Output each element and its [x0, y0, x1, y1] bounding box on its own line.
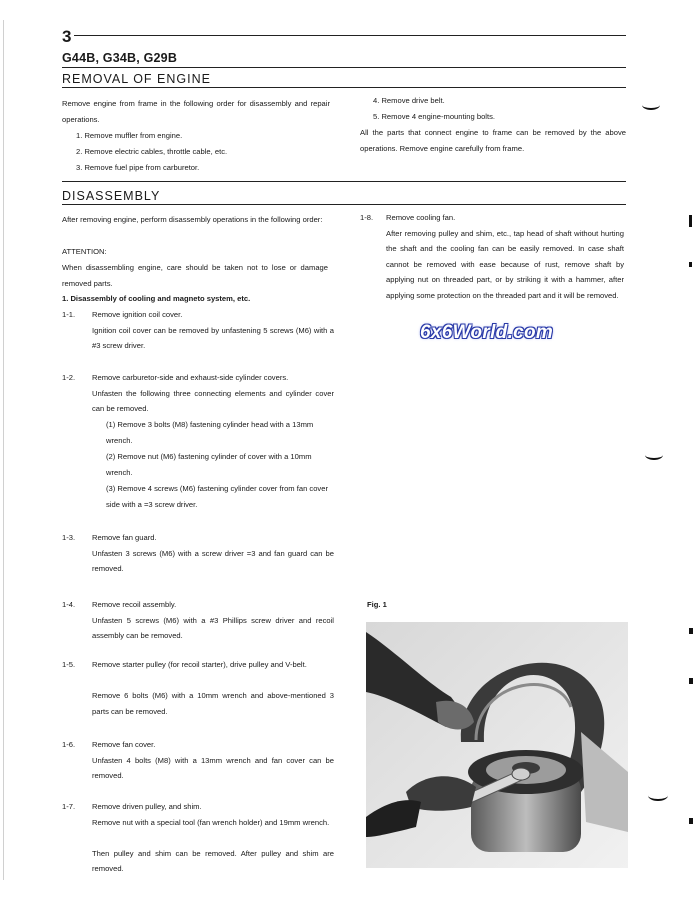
model-heading: G44B, G34B, G29B [62, 51, 178, 65]
removal-intro: Remove engine from frame in the following order for disassembly and repair operations. [62, 99, 330, 124]
removal-step: 4. Remove drive belt. [373, 96, 445, 105]
step-number: 1-7. [62, 802, 76, 811]
rule [62, 204, 626, 205]
step-1-6 [62, 737, 334, 787]
step-body: Remove nut with a special tool (fan wrench holder) and 19mm wrench. [92, 817, 330, 827]
figure-photo [366, 622, 628, 868]
removal-note: All the parts that connect engine to frame can be removed by the above operations. Remove engine carefully from frame. [360, 128, 626, 153]
step-body: Remove 6 bolts (M6) with a 10mm wrench and above-mentioned 3 parts can be removed. [92, 691, 334, 716]
removal-step: 3. Remove fuel pipe from carburetor. [76, 163, 200, 172]
step-body: Unfasten 4 bolts (M8) with a 13mm wrench and fan cover can be removed. [92, 755, 334, 781]
step-title: Remove driven pulley, and shim. [92, 802, 202, 811]
removal-step: 2. Remove electric cables, throttle cable, etc. [76, 147, 228, 156]
step-body: Ignition coil cover can be removed by unfastening 5 screws (M6) with a #3 screw driver. [92, 325, 334, 351]
step-1-8 [360, 210, 628, 320]
rule [62, 67, 626, 68]
binding-mark [689, 262, 692, 267]
removal-step: 1. Remove muffler from engine. [76, 131, 183, 140]
binding-mark [645, 450, 663, 460]
rule [62, 181, 626, 182]
page-number: 3 [62, 27, 72, 46]
section-title-disassembly: DISASSEMBLY [62, 189, 161, 203]
step-body: After removing pulley and shim, etc., tap head of shaft without hurting the shaft and the cooling fan can be easily removed. In case shaft cannot be removed with ease because of rust, remove shaft by applying nut on threaded part, or by striking it with a hammer, after applying some protection on the threaded part and it will be removed. [386, 228, 624, 300]
step-1-2 [62, 370, 334, 420]
step-1-2-item: (3) Remove 4 screws (M6) fastening cylinder cover from fan cover side with a =3 screw driver. [106, 484, 328, 509]
step-body: Unfasten the following three connecting elements and cylinder cover can be removed. [92, 388, 334, 414]
step-1-3 [62, 530, 334, 580]
scan-edge [3, 20, 4, 880]
subheading: 1. Disassembly of cooling and magneto system, etc. [62, 294, 251, 303]
step-number: 1-4. [62, 600, 76, 609]
step-number: 1-1. [62, 310, 76, 319]
step-number: 1-3. [62, 533, 76, 542]
removal-step: 5. Remove 4 engine-mounting bolts. [373, 112, 495, 121]
binding-mark [642, 100, 660, 110]
binding-mark [689, 628, 693, 634]
step-title: Remove starter pulley (for recoil starter), drive pulley and V-belt. [92, 660, 307, 669]
step-1-2-item: (2) Remove nut (M6) fastening cylinder of cover with a 10mm wrench. [106, 452, 312, 477]
step-1-4 [62, 597, 334, 647]
rule [62, 87, 626, 88]
watermark: 6x6World.com [420, 322, 554, 343]
binding-mark [648, 790, 668, 801]
step-number: 1-5. [62, 660, 76, 669]
step-body: Unfasten 3 screws (M6) with a screw driver =3 and fan guard can be removed. [92, 548, 334, 574]
engine-photo-illustration [366, 622, 628, 868]
disassembly-intro: After removing engine, perform disassembly operations in the following order: [62, 215, 323, 224]
step-title: Remove fan cover. [92, 740, 156, 749]
step-body: Unfasten 5 screws (M6) with a #3 Phillips screw driver and recoil assembly can be removed. [92, 615, 334, 641]
header-rule [74, 35, 626, 36]
step-title: Remove ignition coil cover. [92, 310, 183, 319]
attention-text: When disassembling engine, care should be taken not to lose or damage removed parts. [62, 263, 328, 288]
step-title: Remove cooling fan. [386, 213, 456, 222]
step-title: Remove carburetor-side and exhaust-side cylinder covers. [92, 373, 289, 382]
step-number: 1-8. [360, 213, 374, 222]
figure-label: Fig. 1 [367, 600, 387, 609]
step-title: Remove fan guard. [92, 533, 157, 542]
step-number: 1-6. [62, 740, 76, 749]
step-1-1 [62, 307, 334, 357]
binding-mark [689, 678, 693, 684]
step-1-7 [62, 799, 334, 879]
section-title-removal: REMOVAL OF ENGINE [62, 72, 211, 86]
step-title: Remove recoil assembly. [92, 600, 177, 609]
step-1-2-item: (1) Remove 3 bolts (M8) fastening cylinder head with a 13mm wrench. [106, 420, 314, 445]
step-1-5 [62, 657, 334, 717]
step-number: 1-2. [62, 373, 76, 382]
attention-label: ATTENTION: [62, 247, 107, 256]
binding-mark [689, 215, 692, 227]
binding-mark [689, 818, 693, 824]
step-body-extra: Then pulley and shim can be removed. After pulley and shim are removed. [92, 848, 334, 874]
